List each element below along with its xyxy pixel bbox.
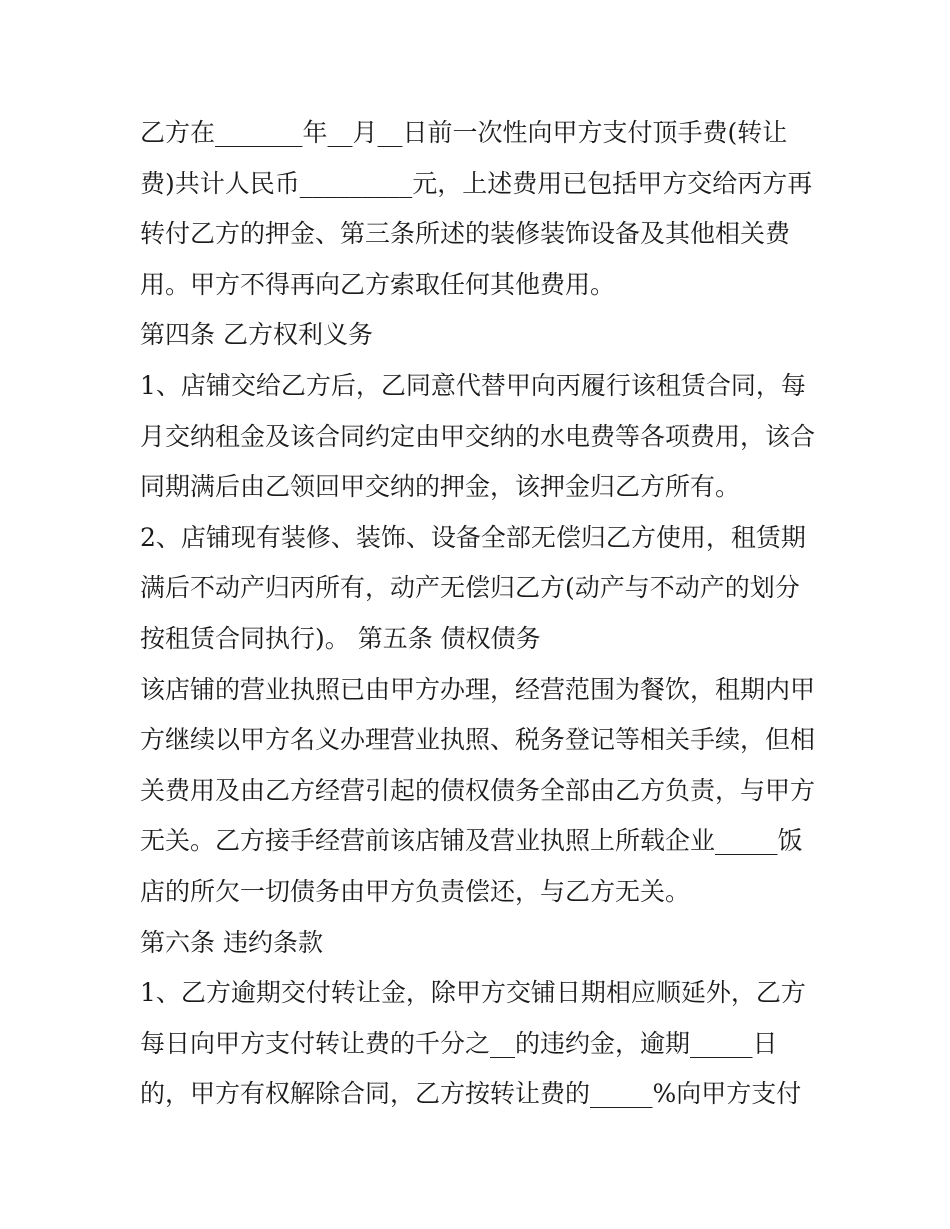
paragraph-line: 方继续以甲方名义办理营业执照、税务登记等相关手续，但相 (140, 725, 816, 755)
section-heading-article-4: 第四条 乙方权利义务 (140, 320, 373, 350)
paragraph-line: 满后不动产归丙所有，动产无偿归乙方(动产与不动产的划分 (140, 573, 800, 603)
paragraph-line: 该店铺的营业执照已由甲方办理，经营范围为餐饮，租期内甲 (140, 674, 816, 704)
paragraph-line: 月交纳租金及该合同约定由甲交纳的水电费等各项费用，该合 (140, 421, 816, 451)
paragraph-line: 店的所欠一切债务由甲方负责偿还，与乙方无关。 (140, 876, 691, 906)
paragraph-line: 每日向甲方支付转让费的千分之__的违约金，逾期_____日 (140, 1028, 778, 1058)
paragraph-line: 无关。乙方接手经营前该店铺及营业执照上所载企业_____饭 (140, 826, 803, 856)
section-heading-article-6: 第六条 违约条款 (140, 927, 323, 957)
paragraph-line: 的，甲方有权解除合同，乙方按转让费的_____%向甲方支付 (140, 1079, 802, 1109)
paragraph-line: 关费用及由乙方经营引起的债权债务全部由乙方负责，与甲方 (140, 775, 816, 805)
paragraph-line: 乙方在_______年__月__日前一次性向甲方支付顶手费(转让 (140, 118, 788, 147)
paragraph-line: 费)共计人民币_________元，上述费用已包括甲方交给丙方再 (140, 168, 813, 198)
paragraph-line: 转付乙方的押金、第三条所述的装修装饰设备及其他相关费 (140, 219, 791, 249)
contract-text (140, 108, 830, 1120)
paragraph-line: 2、店铺现有装修、装饰、设备全部无偿归乙方使用，租赁期 (140, 522, 806, 552)
paragraph-line: 同期满后由乙领回甲交纳的押金，该押金归乙方所有。 (140, 472, 741, 502)
paragraph-line: 按租赁合同执行)。 第五条 债权债务 (140, 623, 541, 653)
paragraph-line: 用。甲方不得再向乙方索取任何其他费用。 (140, 269, 616, 299)
paragraph-line: 1、乙方逾期交付转让金，除甲方交铺日期相应顺延外，乙方 (140, 978, 806, 1008)
paragraph-line: 1、店铺交给乙方后，乙同意代替甲向丙履行该租赁合同，每 (140, 370, 806, 400)
